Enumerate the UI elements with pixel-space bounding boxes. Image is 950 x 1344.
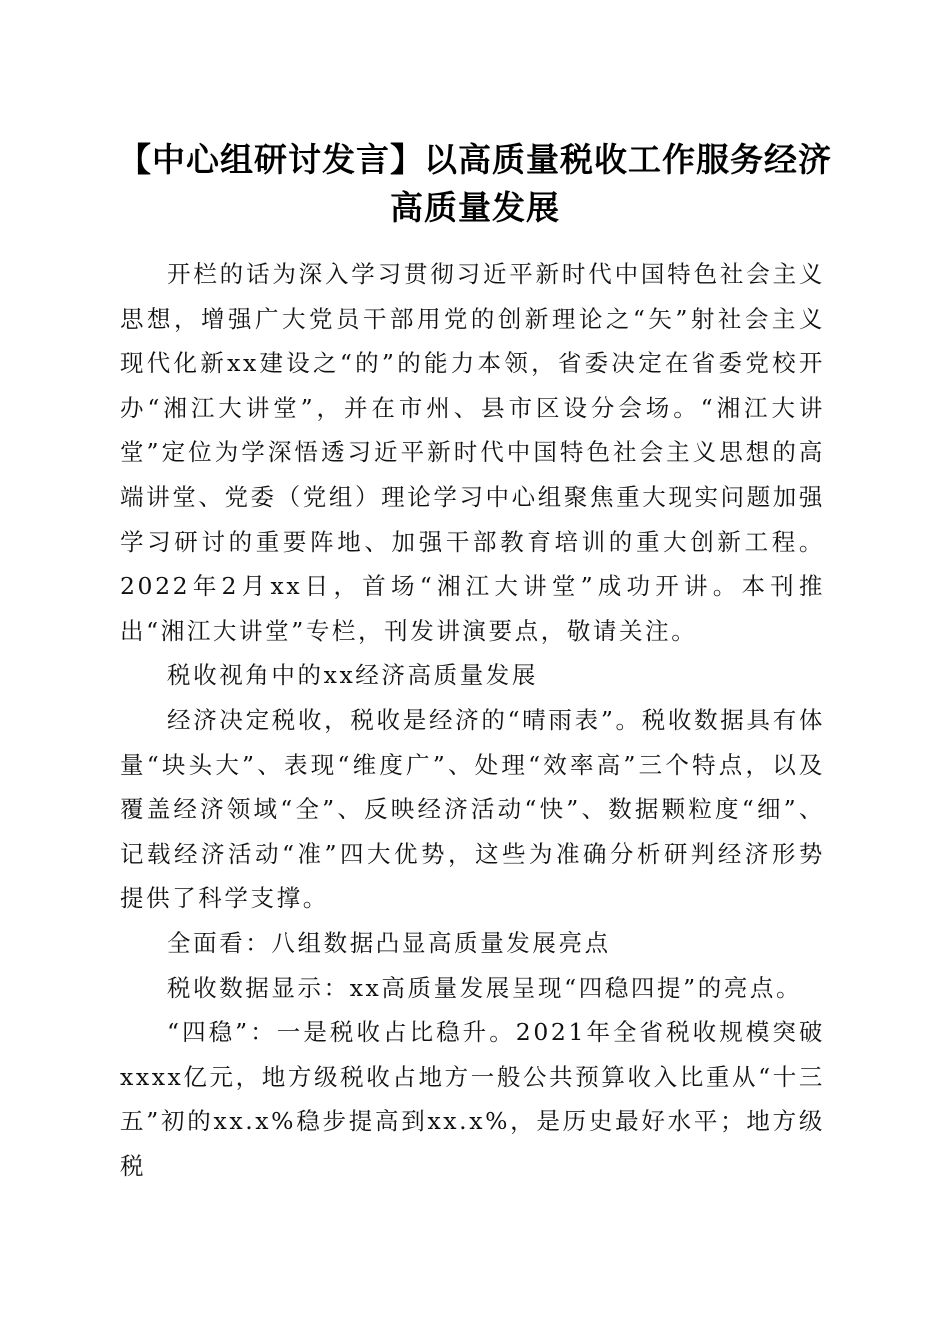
paragraph-four-stable: 税收数据显示：xx高质量发展呈现“四稳四提”的亮点。 <box>167 973 803 1002</box>
paragraph-economy-tax: 经济决定税收，税收是经济的“晴雨表”。税收数据具有体量“块头大”、表现“维度广”、处理“效率高”三个特点，以及覆盖经济领域“全”、反映经济活动“快”、数据颗粒度“细”、记载经济活动“准”四大优势，这些为准确分析研判经济形势提供了科学支撑。 <box>120 705 825 913</box>
paragraph-tax-share: “四稳”：一是税收占比稳升。2021年全省税收规模突破xxxx亿元，地方级税收占地方一般公共预算收入比重从“十三五”初的xx.x%稳步提高到xx.x%，是历史最好水平；地方级税 <box>120 1018 825 1180</box>
paragraph-intro: 开栏的话为深入学习贯彻习近平新时代中国特色社会主义思想，增强广大党员干部用党的创新理论之“矢”射社会主义现代化新xx建设之“的”的能力本领，省委决定在省委党校开办“湘江大讲堂”，并在市州、县市区设分会场。“湘江大讲堂”定位为学深悟透习近平新时代中国特色社会主义思想的高端讲堂、党委（党组）理论学习中心组聚焦重大现实问题加强学习研讨的重要阵地、加强干部教育培训的重大创新工程。2022年2月xx日，首场“湘江大讲堂”成功开讲。本刊推出“湘江大讲堂”专栏，刊发讲演要点，敬请关注。 <box>120 260 825 645</box>
document-body <box>120 252 825 1188</box>
section-heading-eight-data: 全面看：八组数据凸显高质量发展亮点 <box>167 928 611 957</box>
section-heading-tax-perspective: 税收视角中的xx经济高质量发展 <box>167 661 539 690</box>
document-title: 【中心组研讨发言】以高质量税收工作服务经济高质量发展 <box>118 140 832 227</box>
